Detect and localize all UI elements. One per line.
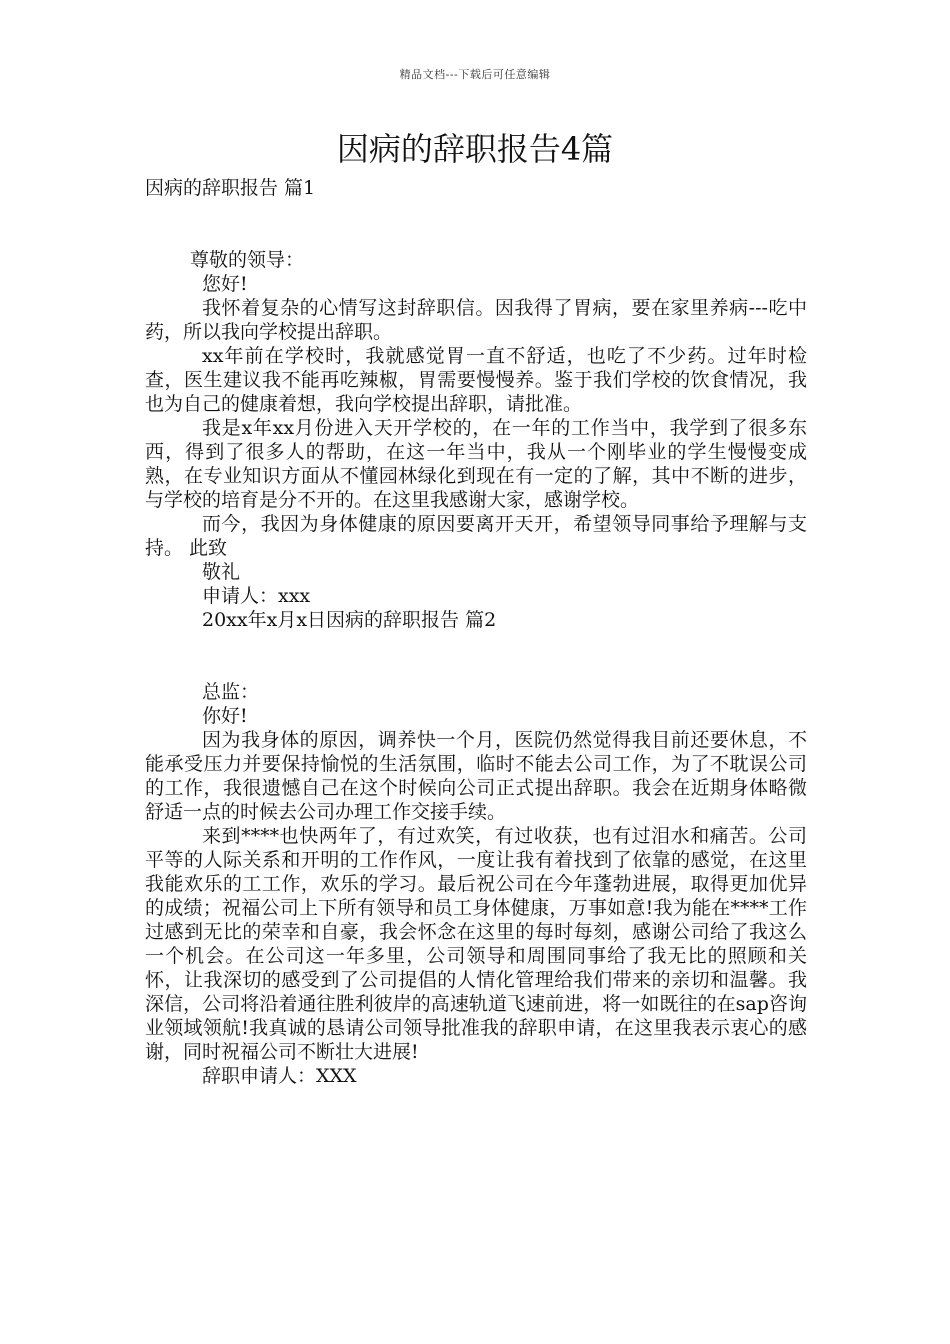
section1-closing: 敬礼 [202, 561, 241, 583]
section1-paragraph-2: xx年前在学校时，我就感觉胃一直不舒适，也吃了不少药。过年时检查，医生建议我不能再吃辣椒，胃需要慢慢养。鉴于我们学校的饮食情况，我也为自己的健康着想，我向学校提出辞职，请批准。 [145, 345, 807, 415]
section2-paragraph-1: 因为我身体的原因，调养快一个月，医院仍然觉得我目前还要休息，不能承受压力并要保持愉悦的生活氛围，临时不能去公司工作，为了不耽误公司的工作，我很遗憾自己在这个时候向公司正式提出辞职。我会在近期身体略微舒适一点的时候去公司办理工作交接手续。 [145, 729, 807, 823]
spacer [145, 200, 807, 248]
section1-date-and-section2-heading: 20xx年x月x日因病的辞职报告 篇2 [202, 609, 497, 631]
document-body [145, 176, 807, 1088]
spacer [145, 632, 807, 680]
section2-paragraph-2: 来到****也快两年了，有过欢笑，有过收获，也有过泪水和痛苦。公司平等的人际关系和开明的工作作风，一度让我有着找到了依靠的感觉，在这里我能欢乐的工工作，欢乐的学习。最后祝公司在今年蓬勃进展，取得更加优异的成绩；祝福公司上下所有领导和员工身体健康，万事如意!我为能在****工作过感到无比的荣幸和自豪，我会怀念在这里的每时每刻，感谢公司给了我这么一个机会。在公司这一年多里，公司领导和周围同事给了我无比的照顾和关怀，让我深切的感受到了公司提倡的人情化管理给我们带来的亲切和温馨。我深信，公司将沿着通往胜利彼岸的高速轨道飞速前进，将一如既往的在sap咨询业领域领航!我真诚的恳请公司领导批准我的辞职申请，在这里我表示衷心的感谢，同时祝福公司不断壮大进展! [145, 825, 807, 1063]
section1-greeting: 您好! [202, 273, 248, 295]
section1-applicant: 申请人：xxx [202, 585, 311, 607]
header-note: 精品文档---下载后可任意编辑 [399, 68, 551, 81]
section2-salutation: 总监： [202, 681, 260, 703]
section2-signature: 辞职申请人：XXX [202, 1065, 357, 1087]
section1-paragraph-1: 我怀着复杂的心情写这封辞职信。因我得了胃病，要在家里养病---吃中药，所以我向学校提出辞职。 [145, 297, 807, 343]
section1-paragraph-3: 我是x年xx月份进入天开学校的，在一年的工作当中，我学到了很多东西，得到了很多人的帮助，在这一年当中，我从一个刚毕业的学生慢慢变成熟，在专业知识方面从不懂园林绿化到现在有一定的了解，其中不断的进步，与学校的培育是分不开的。在这里我感谢大家，感谢学校。 [145, 417, 807, 511]
section2-greeting: 你好! [202, 705, 248, 727]
section1-heading: 因病的辞职报告 篇1 [145, 177, 316, 199]
document-title: 因病的辞职报告4篇 [336, 130, 614, 168]
section1-salutation: 尊敬的领导： [190, 249, 305, 271]
section1-paragraph-4: 而今，我因为身体健康的原因要离开天开，希望领导同事给予理解与支持。 此致 [145, 513, 807, 559]
